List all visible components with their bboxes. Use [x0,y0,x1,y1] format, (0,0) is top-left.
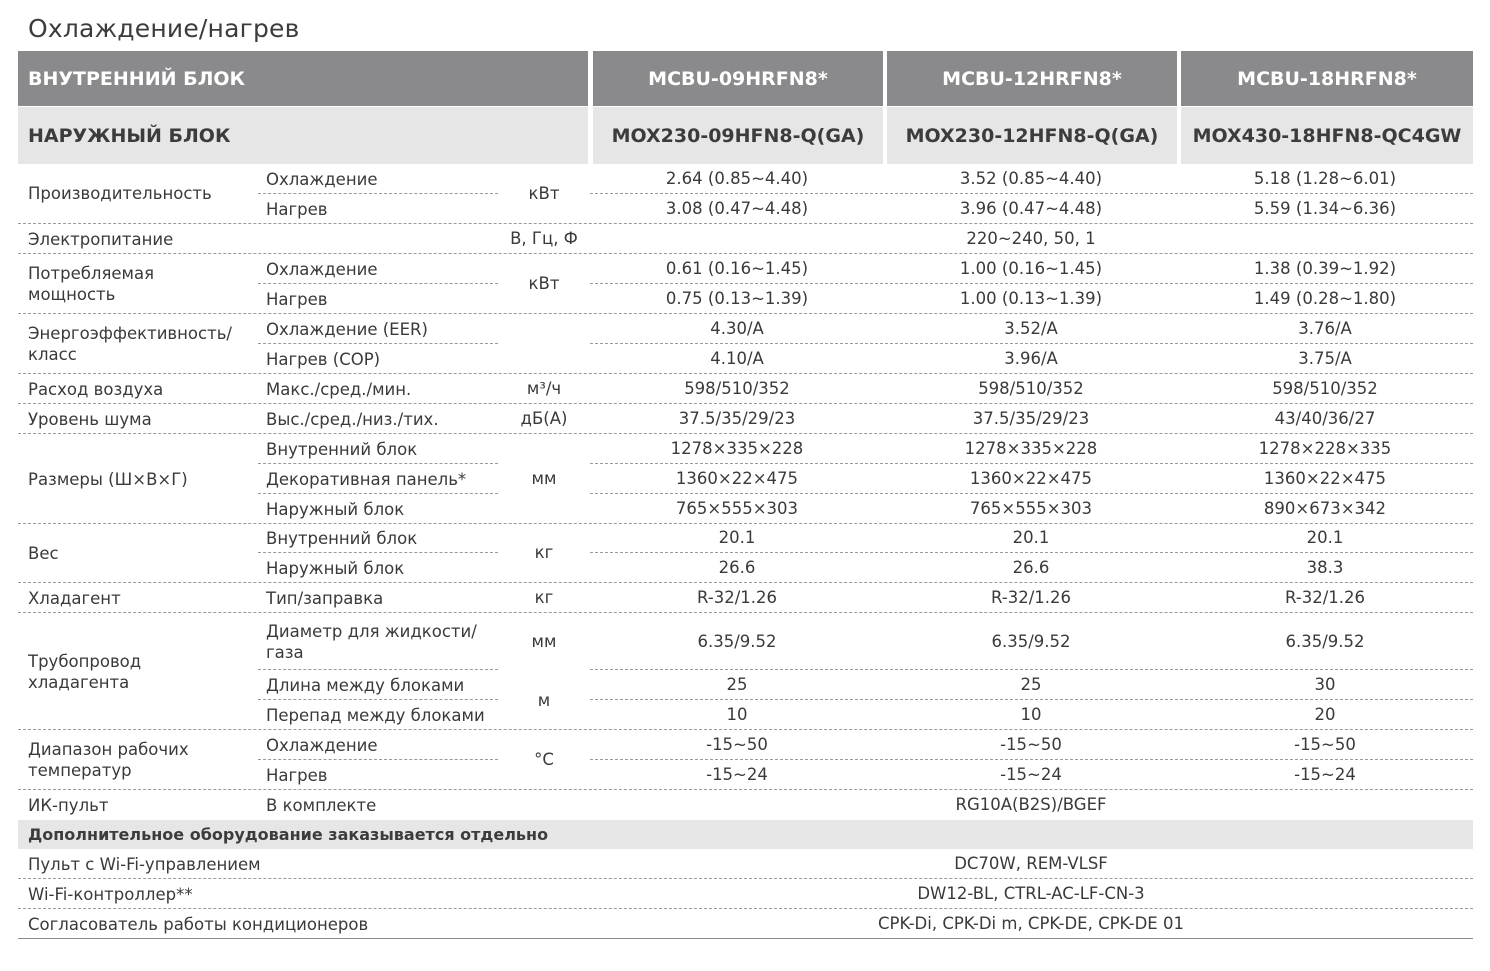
airflow-label: Расход воздуха [28,380,164,399]
piping-diameter-unit: мм [531,632,557,651]
divider [590,463,1473,464]
capacity-heating-value-3: 5.59 (1.34~6.36) [1253,199,1397,218]
page-title: Охлаждение/нагрев [28,14,300,43]
airflow-value-3: 598/510/352 [1272,379,1378,398]
temp-range-heating-value-1: -15~24 [706,765,768,784]
airflow-value-1: 598/510/352 [684,379,790,398]
optional-row-value: DC70W, REM-VLSF [954,854,1108,873]
weight-outdoor-value-3: 38.3 [1306,558,1344,577]
weight-outdoor-value-1: 26.6 [718,558,756,577]
capacity-heating-value-1: 3.08 (0.47~4.48) [665,199,809,218]
temp-range-cooling-value-2: -15~50 [1000,735,1062,754]
optional-equipment-header [18,820,1473,849]
dimensions-panel-label: Декоративная панель* [266,470,467,489]
refrigerant-label: Хладагент [28,589,121,608]
dimensions-unit: мм [531,469,557,488]
power-input-label-line2: мощность [28,285,116,304]
refrigerant-value-3: R-32/1.26 [1284,588,1366,607]
divider [258,552,498,553]
weight-outdoor-value-2: 26.6 [1012,558,1050,577]
temp-range-unit: °C [534,750,554,769]
divider [18,789,1473,790]
weight-outdoor-label: Наружный блок [266,559,405,578]
capacity-heating-label: Нагрев [266,200,328,219]
piping-length-value-3: 30 [1314,675,1336,694]
temp-range-heating-label: Нагрев [266,766,328,785]
remote-sub-label: В комплекте [266,796,377,815]
noise-value-3: 43/40/36/27 [1274,409,1376,428]
optional-row-label: Согласователь работы кондиционеров [28,915,369,934]
refrigerant-value-2: R-32/1.26 [990,588,1072,607]
divider [18,582,1473,583]
divider [258,493,498,494]
power-input-label-line1: Потребляемая [28,264,155,283]
refrigerant-unit: кг [534,588,554,607]
power-input-cooling-value-3: 1.38 (0.39~1.92) [1253,259,1397,278]
dimensions-indoor-label: Внутренний блок [266,440,418,459]
indoor-model-1: MCBU-09HRFN8* [593,51,883,106]
dimensions-panel-value-2: 1360×22×475 [969,469,1093,488]
efficiency-eer-value-1: 4.30/A [710,319,764,338]
divider [258,699,498,700]
piping-label-line2: хладагента [28,673,130,692]
dimensions-panel-value-1: 1360×22×475 [675,469,799,488]
optional-row-value: CPK-Di, CPK-Di m, CPK-DE, CPK-DE 01 [878,914,1184,933]
divider [18,908,1473,909]
divider [18,878,1473,879]
temp-range-heating-value-3: -15~24 [1294,765,1356,784]
outdoor-model-2: MOX230-12HFN8-Q(GA) [887,107,1177,164]
temp-range-heating-value-2: -15~24 [1000,765,1062,784]
capacity-cooling-value-3: 5.18 (1.28~6.01) [1253,169,1397,188]
noise-value-2: 37.5/35/29/23 [972,409,1090,428]
efficiency-label-line2: класс [28,345,77,364]
weight-unit: кг [534,543,554,562]
remote-label: ИК-пульт [28,796,109,815]
noise-unit: дБ(А) [520,409,568,428]
dimensions-indoor-value-3: 1278×228×335 [1258,439,1392,458]
piping-length-label: Длина между блоками [266,676,465,695]
airflow-unit: м³/ч [526,379,562,398]
efficiency-eer-label: Охлаждение (EER) [266,320,428,339]
divider [18,403,1473,404]
weight-indoor-value-3: 20.1 [1306,528,1344,547]
piping-diameter-value-2: 6.35/9.52 [991,632,1071,651]
optional-row-value: DW12-BL, CTRL-AC-LF-CN-3 [917,884,1145,903]
piping-height-value-2: 10 [1020,705,1042,724]
divider [590,759,1473,760]
indoor-unit-label: ВНУТРЕННИЙ БЛОК [18,51,588,106]
divider [590,669,1473,670]
divider [258,463,498,464]
power-input-cooling-label: Охлаждение [266,260,378,279]
weight-label: Вес [28,544,59,563]
piping-height-value-1: 10 [726,705,748,724]
dimensions-panel-value-3: 1360×22×475 [1263,469,1387,488]
refrigerant-sub-label: Тип/заправка [266,589,384,608]
capacity-label: Производительность [28,184,212,203]
power-input-heating-value-1: 0.75 (0.13~1.39) [665,289,809,308]
indoor-model-2: MCBU-12HRFN8* [887,51,1177,106]
noise-value-1: 37.5/35/29/23 [678,409,796,428]
divider [258,193,498,194]
power-input-heating-label: Нагрев [266,290,328,309]
power-input-cooling-value-2: 1.00 (0.16~1.45) [959,259,1103,278]
noise-sub-label: Выс./сред./низ./тих. [266,410,439,429]
capacity-cooling-value-1: 2.64 (0.85~4.40) [665,169,809,188]
remote-value: RG10A(B2S)/BGEF [955,795,1107,814]
capacity-unit: кВт [528,184,560,203]
divider [590,343,1473,344]
divider [18,523,1473,524]
divider [18,313,1473,314]
refrigerant-value-1: R-32/1.26 [696,588,778,607]
piping-diameter-label-line1: Диаметр для жидкости/ [266,622,477,641]
outdoor-model-1: MOX230-09HFN8-Q(GA) [593,107,883,164]
dimensions-outdoor-value-3: 890×673×342 [1263,499,1387,518]
optional-row-label: Пульт с Wi-Fi-управлением [28,855,261,874]
power-supply-value: 220~240, 50, 1 [966,229,1096,248]
divider [590,193,1473,194]
capacity-heating-value-2: 3.96 (0.47~4.48) [959,199,1103,218]
header-row-indoor [18,51,1473,106]
divider [18,433,1473,434]
temp-range-label-line2: температур [28,761,132,780]
dimensions-indoor-value-2: 1278×335×228 [964,439,1098,458]
weight-indoor-value-1: 20.1 [718,528,756,547]
power-supply-unit: В, Гц, Ф [510,229,578,248]
divider [18,729,1473,730]
power-supply-label: Электропитание [28,230,174,249]
divider [18,373,1473,374]
dimensions-outdoor-label: Наружный блок [266,500,405,519]
piping-length-value-1: 25 [726,675,748,694]
temp-range-cooling-value-3: -15~50 [1294,735,1356,754]
capacity-cooling-value-2: 3.52 (0.85~4.40) [959,169,1103,188]
table-bottom-border [18,938,1473,939]
divider [258,669,498,670]
divider [590,552,1473,553]
capacity-cooling-label: Охлаждение [266,170,378,189]
weight-indoor-value-2: 20.1 [1012,528,1050,547]
efficiency-cop-value-2: 3.96/A [1004,349,1058,368]
piping-length-unit: м [537,691,551,710]
divider [18,223,1473,224]
power-input-cooling-value-1: 0.61 (0.16~1.45) [665,259,809,278]
efficiency-eer-value-2: 3.52/A [1004,319,1058,338]
dimensions-outdoor-value-1: 765×555×303 [675,499,799,518]
outdoor-model-3: MOX430-18HFN8-QC4GW [1181,107,1473,164]
efficiency-eer-value-3: 3.76/A [1298,319,1352,338]
noise-label: Уровень шума [28,410,152,429]
efficiency-cop-label: Нагрев (COP) [266,350,381,369]
piping-label-line1: Трубопровод [28,652,142,671]
temp-range-cooling-value-1: -15~50 [706,735,768,754]
divider [18,253,1473,254]
dimensions-indoor-value-1: 1278×335×228 [670,439,804,458]
piping-diameter-label-line2: газа [266,643,304,662]
divider [590,283,1473,284]
dimensions-outdoor-value-2: 765×555×303 [969,499,1093,518]
divider [18,612,1473,613]
divider [590,493,1473,494]
optional-row-label: Wi-Fi-контроллер** [28,885,193,904]
piping-diameter-value-3: 6.35/9.52 [1285,632,1365,651]
piping-height-label: Перепад между блоками [266,706,485,725]
divider [258,283,498,284]
weight-indoor-label: Внутренний блок [266,529,418,548]
dimensions-label: Размеры (Ш×В×Г) [28,470,188,489]
temp-range-label-line1: Диапазон рабочих [28,740,189,759]
efficiency-cop-value-1: 4.10/A [710,349,764,368]
efficiency-label-line1: Энергоэффективность/ [28,324,232,343]
piping-length-value-2: 25 [1020,675,1042,694]
divider [258,343,498,344]
optional-equipment-title: Дополнительное оборудование заказывается отдельно [28,825,549,844]
power-input-heating-value-2: 1.00 (0.13~1.39) [959,289,1103,308]
piping-diameter-value-1: 6.35/9.52 [697,632,777,651]
piping-height-value-3: 20 [1314,705,1336,724]
divider [258,759,498,760]
efficiency-cop-value-3: 3.75/A [1298,349,1352,368]
power-input-unit: кВт [528,274,560,293]
divider [590,699,1473,700]
power-input-heating-value-3: 1.49 (0.28~1.80) [1253,289,1397,308]
indoor-model-3: MCBU-18HRFN8* [1181,51,1473,106]
temp-range-cooling-label: Охлаждение [266,736,378,755]
airflow-value-2: 598/510/352 [978,379,1084,398]
airflow-sub-label: Макс./сред./мин. [266,380,412,399]
header-row-outdoor [18,107,1473,164]
outdoor-unit-label: НАРУЖНЫЙ БЛОК [18,107,588,164]
